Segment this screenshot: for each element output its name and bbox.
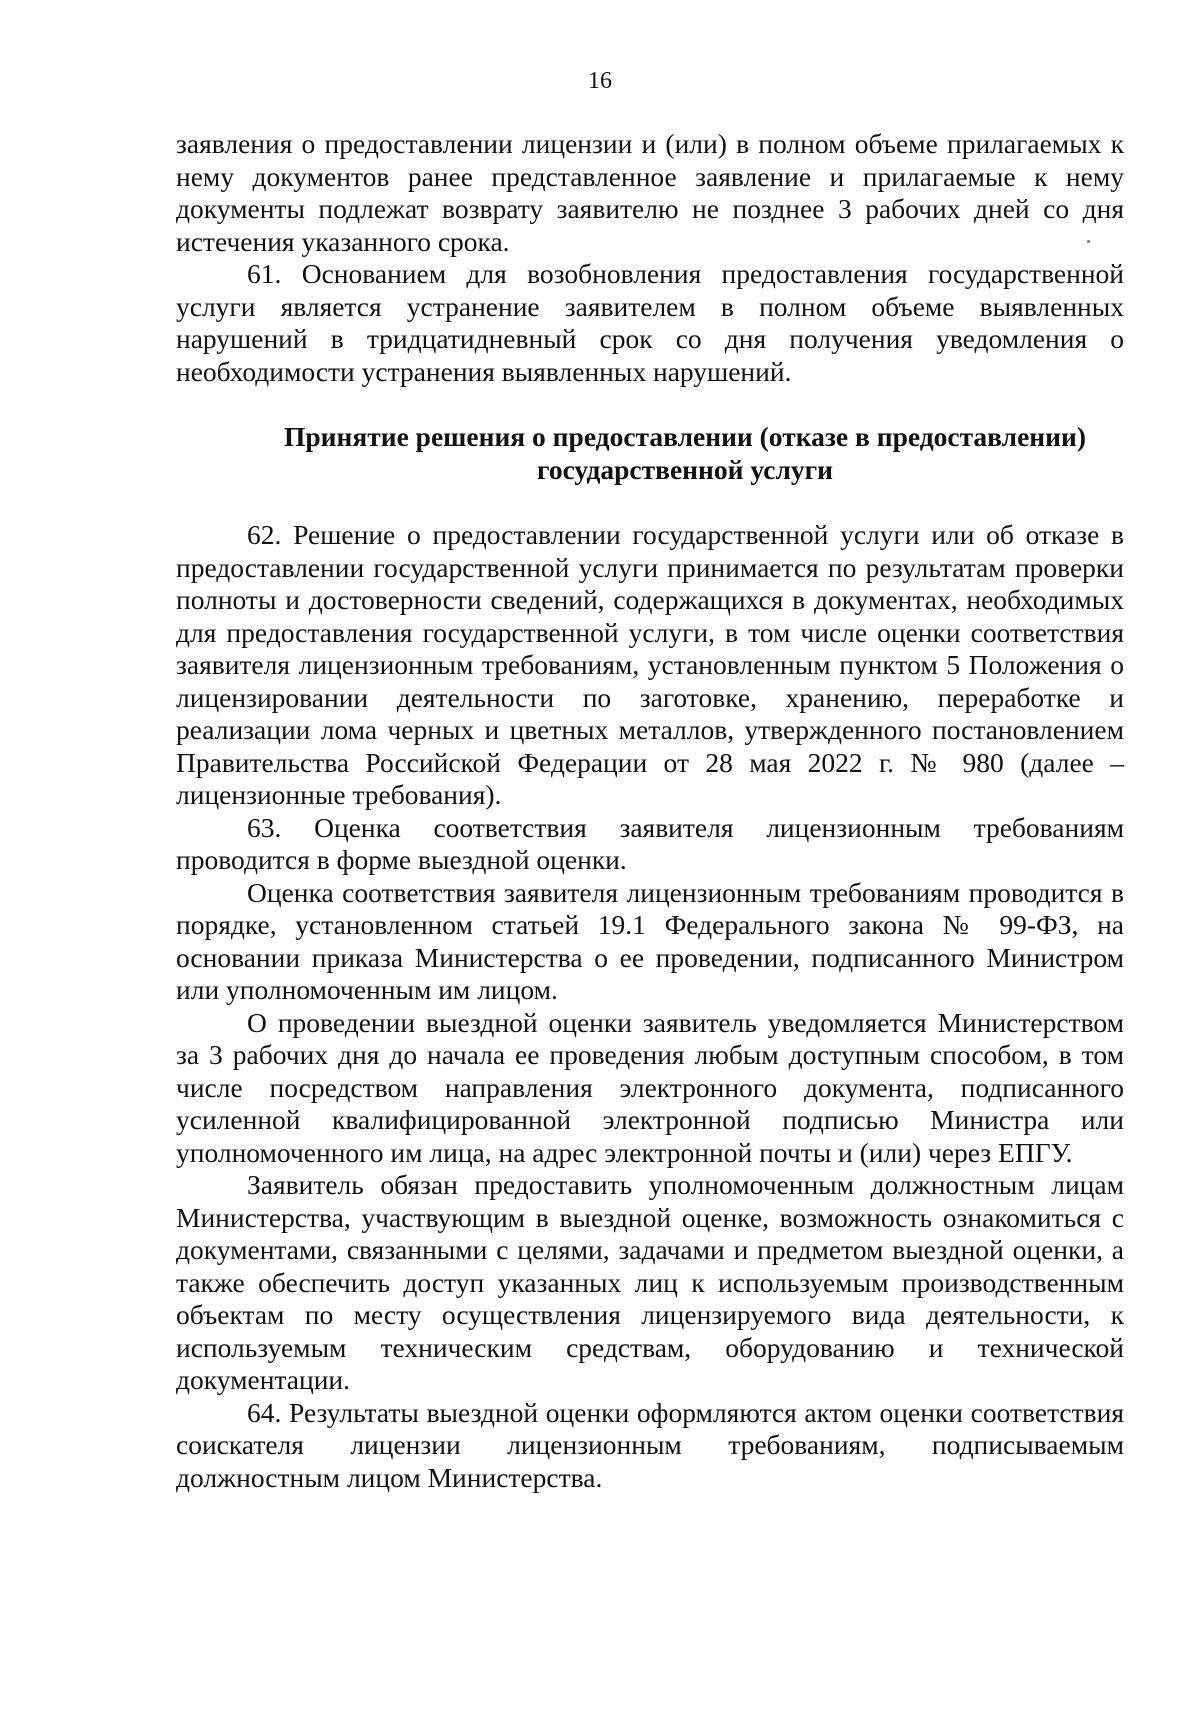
section-heading-line-1: Принятие решения о предоставлении (отказе в предоставлении)	[284, 421, 1086, 452]
paragraph-63-assessment-procedure: Оценка соответствия заявителя лицензионным требованиям проводится в порядке, установленном статьей 19.1 Федерального закона № 99-ФЗ, на основании приказа Министерства о ее проведении, подписанного Министром или уполномоченным им лицом.	[176, 876, 1124, 1005]
section-heading-line-2: государственной услуги	[537, 453, 833, 485]
document-body	[176, 128, 1124, 1494]
paragraph-63: 63. Оценка соответствия заявителя лицензионным требованиям проводится в форме выездной оценки.	[176, 811, 1124, 875]
paragraph-62: 62. Решение о предоставлении государственной услуги или об отказе в предоставлении государственной услуги принимается по результатам проверки полноты и достоверности сведений, содержащихся в документах, необходимых для предоставления государственной услуги, в том числе оценки соответствия заявителя лицензионным требованиям, установленным пунктом 5 Положения о лицензировании деятельности по заготовке, хранению, переработке и реализации лома черных и цветных металлов, утвержденного постановлением Правительства Российской Федерации от 28 мая 2022 г. № 980 (далее – лицензионные требования).	[176, 519, 1124, 810]
paragraph-61: 61. Основанием для возобновления предоставления государственной услуги является устранение заявителем в полном объеме выявленных нарушений в тридцатидневный срок со дня получения уведомления о необходимости устранения выявленных нарушений.	[176, 258, 1124, 387]
paragraph-64: 64. Результаты выездной оценки оформляются актом оценки соответствия соискателя лицензии лицензионным требованиям, подписываемым должностным лицом Министерства.	[176, 1396, 1124, 1493]
paragraph-continuation: заявления о предоставлении лицензии и (или) в полном объеме прилагаемых к нему документов ранее представленное заявление и прилагаемые к нему документы подлежат возврату заявителю не позднее 3 рабочих дней со дня истечения указанного срока.	[176, 128, 1124, 257]
page-number: 16	[588, 68, 612, 94]
paragraph-63-applicant-obligations: Заявитель обязан предоставить уполномоченным должностным лицам Министерства, участвующим в выездной оценке, возможность ознакомиться с документами, связанными с целями, задачами и предметом выездной оценки, а также обеспечить доступ указанных лиц к используемым производственным объектам по месту осуществления лицензируемого вида деятельности, к используемым техническим средствам, оборудованию и технической документации.	[176, 1169, 1124, 1395]
paragraph-63-notification: О проведении выездной оценки заявитель уведомляется Министерством за 3 рабочих дня до начала ее проведения любым доступным способом, в том числе посредством направления электронного документа, подписанного усиленной квалифицированной электронной подписью Министра или уполномоченного им лица, на адрес электронной почты и (или) через ЕПГУ.	[176, 1006, 1124, 1168]
section-heading	[176, 421, 1124, 486]
